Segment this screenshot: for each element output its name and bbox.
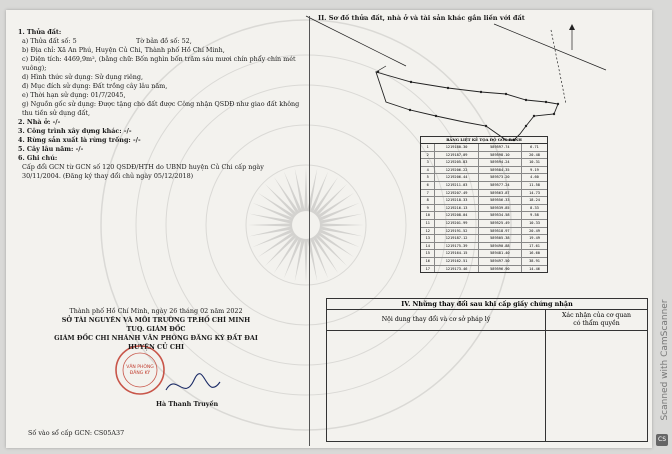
coordinate-cell: 6.71 [530, 145, 539, 149]
coordinate-cell: 6 [421, 182, 435, 189]
coordinate-cell: 1219201.99 [435, 220, 478, 227]
coordinate-cell: 1219216.13 [435, 205, 478, 212]
area-line-1: c) Diện tích: 4469,9m², (bằng chữ: Bốn nghìn bốn trăm sáu mươi chín phẩy chín mét [22, 55, 296, 63]
coordinate-cell: 13 [421, 235, 435, 242]
usage-purpose: đ) Mục đích sử dụng: Đất trồng cây lâu năm, [22, 82, 168, 90]
coordinate-row [421, 243, 547, 251]
coordinate-cell: 1219187.12 [435, 235, 478, 242]
coordinate-cell: 589525.49 [479, 220, 522, 227]
map-sheet-number: Tờ bản đồ số: 52, [136, 37, 192, 45]
coordinate-row [421, 159, 547, 167]
coordinate-row [421, 197, 547, 205]
coordinate-cell: 1219206.22 [435, 167, 478, 174]
coordinate-cell: 10.31 [529, 160, 540, 165]
coordinate-cell: 2 [421, 152, 435, 159]
coordinate-cell: 589534.58 [479, 212, 522, 219]
watermark-text: Scanned with CamScanner [660, 299, 670, 421]
coordinate-cell: 7 [421, 190, 435, 197]
address: b) Địa chỉ: Xã An Phú, Huyện Củ Chi, Thành phố Hồ Chí Minh, [22, 46, 225, 54]
coordinate-cell: 589490.88 [479, 243, 522, 250]
coordinate-cell: 38.91 [529, 258, 540, 263]
section-1-title: 1. Thửa đất: [18, 28, 62, 36]
coordinate-cell: 14.73 [529, 190, 540, 195]
coordinate-cell: 589573.20 [479, 174, 522, 181]
coordinate-cell: 11.58 [529, 182, 540, 187]
authorization-line: TUQ. GIÁM ĐỐC [126, 325, 186, 333]
changes-col-content: Nội dung thay đổi và cơ sở pháp lý [327, 310, 546, 330]
coordinate-row [421, 152, 547, 160]
coordinate-cell: 14.46 [529, 266, 540, 271]
coordinate-cell: 1219187.09 [435, 152, 478, 159]
coordinate-cell: 8.33 [530, 205, 539, 210]
camscanner-watermark [655, 280, 669, 450]
coordinate-cell: 1219218.33 [435, 197, 478, 204]
place-and-date: Thành phố Hồ Chí Minh, ngày 26 tháng 02 năm 2022 [69, 307, 243, 315]
coordinate-cell: 10.33 [529, 220, 540, 225]
coordinate-cell: 1219180.30 [435, 144, 478, 151]
coordinate-cell: 1219206.44 [435, 174, 478, 181]
coordinate-cell: 589556.33 [479, 197, 522, 204]
coordinate-cell: 1219207.49 [435, 190, 478, 197]
coordinate-cell: 1219211.03 [435, 182, 478, 189]
coordinate-cell: 17 [421, 266, 435, 273]
changes-confirmation-cell [546, 331, 647, 441]
coordinate-cell: 11 [421, 220, 435, 227]
parcel-number: a) Thửa đất số: 5 [22, 37, 77, 45]
coordinate-cell: 3 [421, 159, 435, 166]
coordinate-cell: 1219164.15 [435, 250, 478, 257]
certificate-sheet [6, 10, 652, 448]
coordinate-row [421, 250, 547, 258]
coordinate-cell: 589594.24 [479, 159, 522, 166]
note-line-2: 30/11/2004. (Đăng ký thay đổi chủ ngày 05/12/2018) [22, 172, 194, 180]
section-6-notes-title: 6. Ghi chú: [18, 154, 58, 162]
usage-origin-line-2: thu tiền sử dụng đất, [22, 109, 91, 117]
coordinate-cell: 20.48 [529, 152, 540, 157]
coordinate-row [421, 182, 547, 190]
coordinate-cell: 1219173.46 [435, 266, 478, 273]
note-line-1: Cấp đổi GCN từ GCN số 120 QSDĐ/HTH do UBND huyện Củ Chi cấp ngày [22, 163, 264, 171]
usage-term: e) Thời hạn sử dụng: 01/7/2045, [22, 91, 126, 99]
coordinate-cell: 4 [421, 167, 435, 174]
coordinate-cell: 589518.97 [479, 228, 522, 235]
coordinate-table-title: BẢNG LIỆT KÊ TỌA ĐỘ GÓC RANH [420, 136, 548, 143]
signer-title-line-1: GIÁM ĐỐC CHI NHÁNH VĂN PHÒNG ĐĂNG KÝ ĐẤT ĐAI [54, 334, 258, 342]
coordinate-row [421, 144, 547, 152]
coordinate-cell: 17.61 [529, 243, 540, 248]
coordinate-cell: 15 [421, 250, 435, 257]
coordinate-row [421, 205, 547, 213]
coordinate-cell: 589597.74 [479, 144, 522, 151]
signer-name: Hà Thanh Truyền [156, 400, 219, 408]
usage-form: d) Hình thức sử dụng: Sử dụng riêng, [22, 73, 144, 81]
parcel-outline [376, 72, 558, 140]
coordinate-cell: 16 [421, 258, 435, 265]
coordinate-cell: 1219175.39 [435, 243, 478, 250]
confirmation-line-2: có thẩm quyền [573, 320, 620, 327]
coordinate-cell: 14 [421, 243, 435, 250]
changes-table-title: IV. Những thay đổi sau khi cấp giấy chứng nhận [327, 299, 647, 310]
section-3-other-works: 3. Công trình xây dựng khác: -/- [18, 127, 132, 135]
department-name: SỞ TÀI NGUYÊN VÀ MÔI TRƯỜNG TP.HỒ CHÍ MINH [61, 316, 251, 324]
coordinate-cell: 589598.10 [479, 152, 522, 159]
coordinate-cell: 589584.35 [479, 167, 522, 174]
coordinate-cell: 12 [421, 228, 435, 235]
svg-text:ĐĂNG KÝ: ĐĂNG KÝ [129, 371, 151, 376]
confirmation-line-1: Xác nhận của cơ quan [561, 312, 632, 319]
coordinate-cell: 1219205.83 [435, 159, 478, 166]
coordinate-row [421, 190, 547, 198]
coordinate-cell: 589596.90 [479, 266, 522, 273]
coordinate-row [421, 235, 547, 243]
coordinate-row [421, 258, 547, 266]
coordinate-cell: 19.49 [529, 236, 540, 241]
coordinate-row [421, 228, 547, 236]
coordinate-row [421, 167, 547, 175]
coordinate-cell: 1219191.52 [435, 228, 478, 235]
section-4-forest: 4. Rừng sản xuất là rừng trồng: -/- [18, 136, 141, 144]
coordinate-row [421, 266, 547, 273]
coordinate-row [421, 212, 547, 220]
camscanner-logo-icon: CS [656, 434, 668, 446]
coordinate-table [420, 136, 548, 273]
svg-text:VĂN PHÒNG: VĂN PHÒNG [126, 365, 154, 370]
coordinate-cell: 18.24 [529, 198, 540, 203]
area-line-2: vuông); [22, 64, 47, 72]
coordinate-cell: 589505.38 [479, 235, 522, 242]
coordinate-row [421, 174, 547, 182]
coordinate-cell: 5 [421, 174, 435, 181]
coordinate-cell: 16.60 [529, 251, 540, 256]
signer-title-line-2: HUYỆN CỦ CHI [127, 343, 185, 351]
coordinate-cell: 9.58 [530, 213, 539, 218]
coordinate-cell: 8 [421, 197, 435, 204]
changes-table [326, 298, 648, 442]
coordinate-cell: 9 [421, 205, 435, 212]
coordinate-cell: 589577.24 [479, 182, 522, 189]
usage-origin-line-1: g) Nguồn gốc sử dụng: Được tặng cho đất được Công nhận QSDĐ như giao đất không [22, 100, 300, 108]
coordinate-cell: 20.49 [529, 228, 540, 233]
coordinate-row [421, 220, 547, 228]
coordinate-cell: 589481.40 [479, 250, 522, 257]
coordinate-cell: 9.19 [530, 167, 539, 172]
changes-col-confirmation [546, 310, 647, 330]
coordinate-cell: 589497.50 [479, 258, 522, 265]
section-5-perennial-trees: 5. Cây lâu năm: -/- [18, 145, 84, 153]
coordinate-cell: 4.60 [530, 175, 539, 180]
section-2-housing: 2. Nhà ở: -/- [18, 118, 61, 126]
coordinate-cell: 589539.85 [479, 205, 522, 212]
changes-content-cell [327, 331, 546, 441]
coordinate-cell: 1 [421, 144, 435, 151]
coordinate-cell: 1219162.51 [435, 258, 478, 265]
left-panel [6, 10, 306, 448]
registry-entry-number: Số vào sổ cấp GCN: CS05A37 [28, 429, 125, 437]
coordinate-cell: 10 [421, 212, 435, 219]
right-section-title: II. Sơ đồ thửa đất, nhà ở và tài sản khác gắn liền với đất [318, 14, 525, 22]
page-divider [309, 16, 310, 446]
coordinate-cell: 589563.87 [479, 190, 522, 197]
coordinate-cell: 1219208.04 [435, 212, 478, 219]
